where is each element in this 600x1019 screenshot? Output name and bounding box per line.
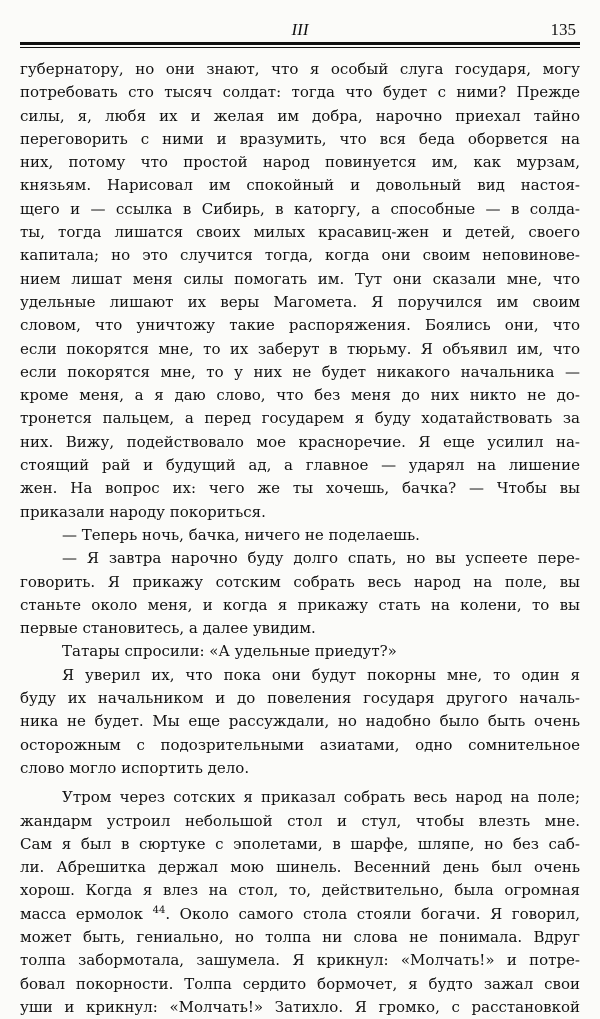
- paragraph-start: Татары спросили: «А удельные приедут?»: [62, 642, 397, 661]
- paragraph-start: Утром через сотских я приказал собрать весь народ на поле;: [62, 788, 580, 807]
- running-head: [20, 14, 580, 42]
- text-line: щего и — ссылка в Сибирь, в каторгу, а способные — в солда-: [20, 199, 580, 218]
- text-line: ника не будет. Мы еще рассуждали, но надобно было быть очень: [20, 712, 580, 731]
- text-line: переговорить с ними и вразумить, что вся беда оборвется на: [20, 129, 580, 148]
- text-line: Сам я был в сюртуке с эполетами, в шарфе, шляпе, но без саб-: [20, 834, 580, 853]
- text-line: толпа забормотала, зашумела. Я крикнул: «Молчать!» и потре-: [20, 951, 580, 970]
- text-fragment: . Около самого стола стояли богачи. Я говорил,: [165, 904, 580, 923]
- body-text: [20, 58, 580, 1019]
- text-line: тронется пальцем, а перед государем я буду ходатайствовать за: [20, 409, 580, 428]
- dialogue-line: — Я завтра нарочно буду долго спать, но вы успеете пере-: [62, 549, 580, 568]
- text-line-with-footnote: [20, 903, 580, 926]
- text-line: ты, тогда лишатся своих милых красавиц-жен и детей, своего: [20, 223, 580, 242]
- text-line: них. Вижу, подействовало мое красноречие. Я еще усилил на-: [20, 432, 580, 451]
- text-line: бовал покорности. Толпа сердито бормочет, я будто зажал свои: [20, 974, 580, 993]
- text-line: князьям. Нарисовал им спокойный и довольный вид настоя-: [20, 176, 580, 195]
- text-line: словом, что уничтожу такие распоряжения. Боялись они, что: [20, 316, 580, 335]
- text-line: может быть, гениально, но толпа ни слова не понимала. Вдруг: [20, 927, 580, 946]
- text-line: приказали народу покориться.: [20, 502, 266, 521]
- text-line: ли. Абрешитка держал мою шинель. Весенний день был очень: [20, 858, 580, 877]
- text-line: них, потому что простой народ повинуется им, как мурзам,: [20, 153, 580, 172]
- text-line: силы, я, любя их и желая им добра, нарочно приехал тайно: [20, 106, 580, 125]
- text-line: если покорятся мне, то их заберут в тюрьму. Я объявил им, что: [20, 339, 580, 358]
- text-line: потребовать сто тысяч солдат: тогда что будет с ними? Прежде: [20, 83, 580, 102]
- text-line: жен. На вопрос их: чего же ты хочешь, бачка? — Чтобы вы: [20, 479, 580, 498]
- text-line: буду их начальником и до повеления государя другого началь-: [20, 689, 580, 708]
- text-line: кроме меня, а я даю слово, что без меня до них никто не до-: [20, 386, 580, 405]
- text-line: станьте около меня, и когда я прикажу стать на колени, то вы: [20, 595, 580, 614]
- text-line: стоящий рай и будущий ад, а главное — ударял на лишение: [20, 456, 580, 475]
- text-line: говорить. Я прикажу сотским собрать весь народ на поле, вы: [20, 572, 580, 591]
- text-line: жандарм устроил небольшой стол и стул, чтобы влезть мне.: [20, 811, 580, 830]
- text-line: губернатору, но они знают, что я особый слуга государя, могу: [20, 60, 580, 78]
- text-line: осторожным с подозрительными азиатами, одно сомнительное: [20, 735, 580, 754]
- text-line: капитала; но это случится тогда, когда они своим неповинове-: [20, 246, 580, 265]
- text-line: если покорятся мне, то у них не будет никакого начальника —: [20, 362, 580, 381]
- text-line: хорош. Когда я влез на стол, то, действительно, была огромная: [20, 881, 580, 900]
- text-line: нием лишат меня силы помогать им. Тут они сказали мне, что: [20, 269, 580, 288]
- dialogue-line: — Теперь ночь, бачка, ничего не поделаешь.: [62, 525, 420, 544]
- header-rule-thin: [20, 47, 580, 48]
- text-line: первые становитесь, а далее увидим.: [20, 619, 316, 638]
- text-fragment: масса ермолок: [20, 904, 144, 923]
- paragraph-start: Я уверил их, что пока они будут покорны мне, то один я: [62, 665, 580, 684]
- page-number: 135: [550, 20, 576, 39]
- footnote-marker[interactable]: 44: [152, 904, 166, 916]
- text-line: слово могло испортить дело.: [20, 758, 250, 777]
- header-rule-thick: [20, 42, 580, 45]
- text-line: удельные лишают их веры Магомета. Я поручился им своим: [20, 292, 580, 311]
- chapter-number: III: [291, 20, 309, 39]
- text-line: уши и крикнул: «Молчать!» Затихло. Я громко, с расстановкой: [20, 997, 580, 1016]
